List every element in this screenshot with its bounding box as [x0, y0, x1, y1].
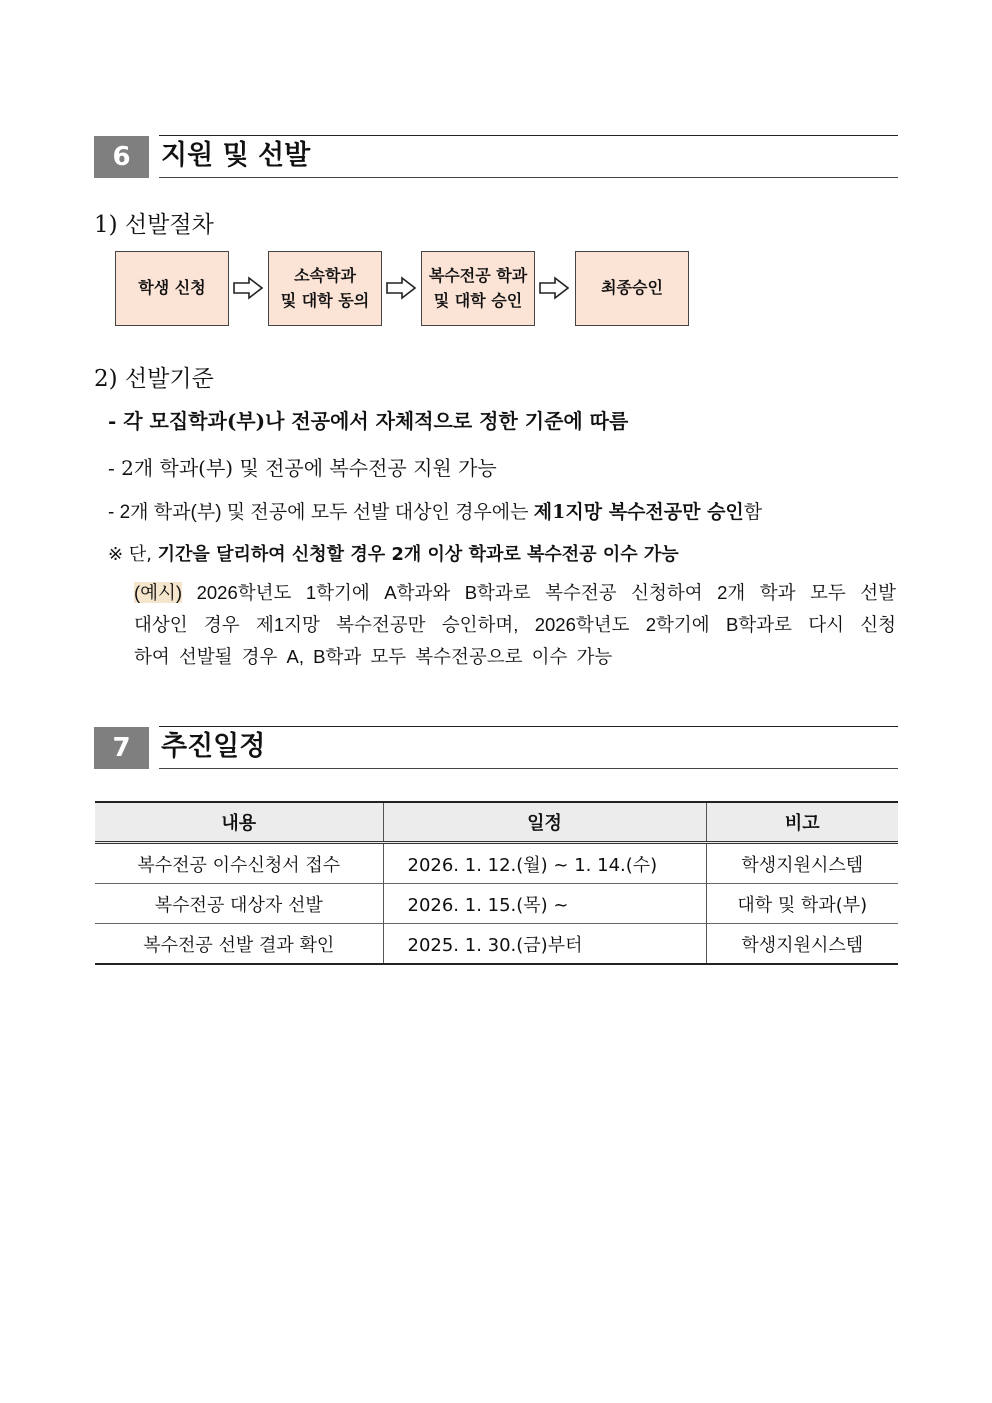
hollow-right-arrow-icon [539, 276, 569, 300]
cell-remarks: 학생지원시스템 [706, 843, 898, 884]
header-content: 내용 [95, 802, 383, 843]
cell-content: 복수전공 선발 결과 확인 [95, 924, 383, 965]
flow-step-3-line2: 및 대학 승인 [433, 290, 523, 310]
cell-remarks: 대학 및 학과(부) [706, 884, 898, 924]
section-7-number: 7 [112, 733, 131, 763]
flow-step-final-approval [575, 251, 689, 326]
example-line-1 [134, 579, 896, 605]
example-line-1-text: 2026학년도 1학기에 A학과와 B학과로 복수전공 신청하여 2개 학과 모두 선발 [182, 582, 896, 603]
cell-content: 복수전공 대상자 선발 [95, 884, 383, 924]
section-6-bottom-rule [159, 177, 898, 178]
section-7-bottom-rule [159, 768, 898, 769]
flow-step-3-line1: 복수전공 학과 [428, 265, 528, 285]
criteria-note [108, 540, 679, 566]
cell-content: 복수전공 이수신청서 접수 [95, 843, 383, 884]
header-schedule: 일정 [383, 802, 706, 843]
criteria-bullet-3-emphasis: 제1지망 복수전공만 승인 [533, 501, 744, 523]
example-line-3: 하여 선발될 경우 A, B학과 모두 복수전공으로 이수 가능 [134, 646, 613, 667]
hollow-right-arrow-icon [386, 276, 416, 300]
procedure-heading: 1) 선발절차 [94, 212, 214, 238]
header-remarks: 비고 [706, 802, 898, 843]
section-6-title: 지원 및 선발 [161, 140, 311, 171]
cell-remarks: 학생지원시스템 [706, 924, 898, 965]
flow-step-department-consent [268, 251, 382, 326]
schedule-header-row [95, 802, 898, 843]
section-7-title: 추진일정 [161, 731, 266, 762]
criteria-note-prefix: ※ 단, [108, 544, 158, 565]
hollow-right-arrow-icon [233, 276, 263, 300]
section-6-number-badge [94, 136, 149, 178]
example-tag: (예시) [134, 582, 183, 603]
flow-step-double-major-approval [421, 251, 535, 326]
flow-step-2-line1: 소속학과 [294, 265, 356, 285]
cell-schedule: 2026. 1. 12.(월) ~ 1. 14.(수) [383, 843, 706, 884]
section-7-top-rule [159, 726, 898, 727]
criteria-note-emphasis: 기간을 달리하여 신청할 경우 2개 이상 학과로 복수전공 이수 가능 [157, 544, 679, 565]
section-6-top-rule [159, 135, 898, 136]
example-line-2: 대상인 경우 제1지망 복수전공만 승인하며, 2026학년도 2학기에 B학과로 다시 신청 [134, 614, 896, 635]
criteria-bullet-1: - 각 모집학과(부)나 전공에서 자체적으로 정한 기준에 따름 [108, 409, 629, 433]
section-6-number: 6 [112, 142, 131, 172]
criteria-bullet-3 [108, 497, 762, 524]
cell-schedule: 2026. 1. 15.(목) ~ [383, 884, 706, 924]
criteria-bullet-3-suffix: 함 [743, 502, 763, 523]
flow-step-4-line1: 최종승인 [601, 278, 663, 298]
criteria-heading: 2) 선발기준 [94, 366, 214, 392]
table-row [95, 843, 898, 884]
flow-step-1-line1: 학생 신청 [138, 278, 206, 298]
flow-step-student-application [115, 251, 229, 326]
section-7-number-badge [94, 727, 149, 769]
table-row [95, 884, 898, 924]
flow-step-2-line2: 및 대학 동의 [280, 290, 370, 310]
cell-schedule: 2025. 1. 30.(금)부터 [383, 924, 706, 965]
table-row [95, 924, 898, 965]
criteria-bullet-2: - 2개 학과(부) 및 전공에 복수전공 지원 가능 [108, 456, 497, 480]
criteria-bullet-3-prefix: - 2개 학과(부) 및 전공에 모두 선발 대상인 경우에는 [108, 502, 534, 523]
schedule-table [95, 801, 898, 965]
